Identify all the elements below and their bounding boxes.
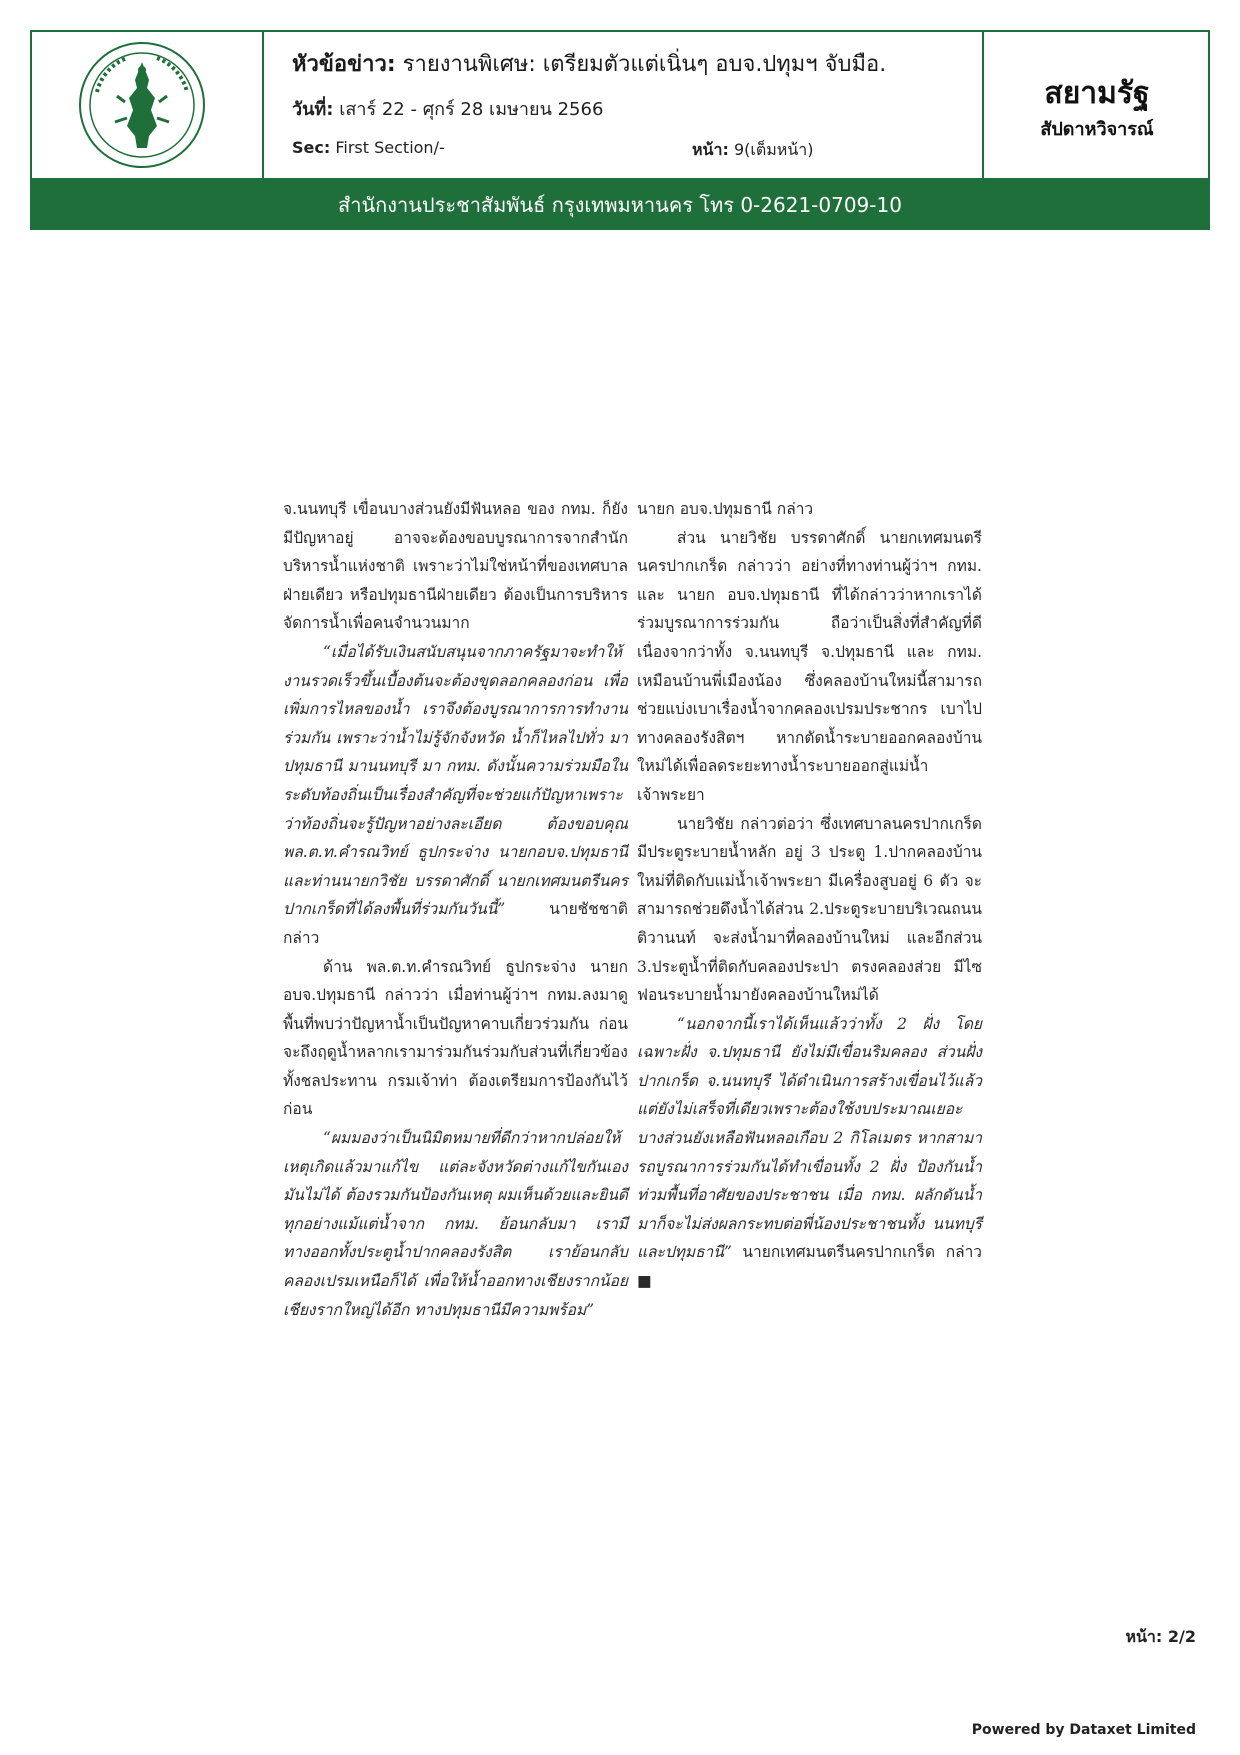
article-column-right (637, 495, 982, 1296)
section-line (292, 138, 445, 157)
section-label: Sec: (292, 138, 331, 157)
paragraph-attribution: นายกเทศมนตรีนครปากเกร็ด กล่าว ■ (637, 1243, 982, 1291)
footer-page-value: 2/2 (1167, 1627, 1196, 1646)
article-paragraph (637, 810, 982, 1010)
article-column-left (283, 495, 628, 1324)
powered-by: Powered by Dataxet Limited (971, 1722, 1196, 1738)
clipping-header (30, 30, 1210, 180)
contact-bar: สำนักงานประชาสัมพันธ์ กรุงเทพมหานคร โทร 0-2621-0709-10 (30, 180, 1210, 230)
clipping-info (264, 32, 982, 178)
publication-name: สยามรัฐ (1044, 76, 1150, 111)
article-paragraph (637, 495, 982, 524)
paragraph-text: จ.นนทบุรี เขื่อนบางส่วนยังมีฟันหลอ ของ กทม. ก็ยังมีปัญหาอยู่ อาจจะต้องขอบบูรณาการจากสำนักบริหารน้ำแห่งชาติ เพราะว่าไม่ใช่หน้าที่ของเทศบาลฝ่ายเดียว หรือปทุมธานีฝ่ายเดียว ต้องเป็นการบริหารจัดการน้ำเพื่อคนจำนวนมาก (283, 500, 628, 633)
article-paragraph (283, 495, 628, 638)
article-paragraph (637, 1010, 982, 1296)
footer-page-label: หน้า: (1125, 1627, 1163, 1646)
bangkok-seal-logo (77, 40, 207, 170)
paragraph-text: นายวิชัย กล่าวต่อว่า ซึ่งเทศบาลนครปากเกร็ดมีประตูระบายน้ำหลัก อยู่ 3 ประตู 1.ปากคลองบ้านใหม่ที่ติดกับแม่น้ำเจ้าพระยา มีเครื่องสูบอยู่ 6 ตัว จะสามารถช่วยดึงน้ำได้ส่วน 2.ประตูระบายบริเวณถนนติวานนท์ จะส่งน้ำมาที่คลองบ้านใหม่ และอีกส่วน 3.ประตูน้ำที่ติดกับคลองประปา ตรงคลองส่วย มีไซฟอนระบายน้ำมายังคลองบ้านใหม่ได้ (637, 814, 982, 1005)
headline-text: รายงานพิเศษ: เตรียมตัวแต่เนิ่นๆ อบจ.ปทุมฯ จับมือ. (402, 52, 887, 77)
paragraph-text: นายก อบจ.ปทุมธานี กล่าว (637, 500, 814, 518)
headline-label: หัวข้อข่าว: (292, 52, 396, 77)
page-label: หน้า: (692, 140, 729, 159)
paragraph-text: ส่วน นายวิชัย บรรดาศักดิ์ นายกเทศมนตรีนครปากเกร็ด กล่าวว่า อย่างที่ทางท่านผู้ว่าฯ กทม. และ นายก อบจ.ปทุมธานี ที่ได้กล่าวว่าหากเราได้ร่วมบูรณาการร่วมกัน ถือว่าเป็นสิ่งที่สำคัญที่ดี เนื่องจากว่าทั้ง จ.นนทบุรี จ.ปทุมธานี และ กทม. เหมือนบ้านพี่เมืองน้อง ซึ่งคลองบ้านใหม่นี้สามารถช่วยแบ่งเบาเรื่องน้ำจากคลองเปรมประชากร เบาไปทางคลองรังสิตฯ หากตัดน้ำระบายออกคลองบ้านใหม่ได้เพื่อลดระยะทางน้ำระบายออกสู่แม่น้ำเจ้าพระยา (637, 528, 982, 804)
headline (292, 46, 886, 81)
section-text: First Section/- (335, 138, 445, 157)
page-text: 9(เต็มหน้า) (733, 140, 814, 159)
article-paragraph (637, 524, 982, 810)
paragraph-text: “นอกจากนี้เราได้เห็นแล้วว่าทั้ง 2 ฝั่ง โดยเฉพาะฝั่ง จ.ปทุมธานี ยังไม่มีเขื่อนริมคลอง ส่วนฝั่งปากเกร็ด จ.นนทบุรี ได้ดำเนินการสร้างเขื่อนไว้แล้วแต่ยังไม่เสร็จที่เดียวเพราะต้องใช้งบประมาณเยอะ บางส่วนยังเหลือฟันหลอเกือบ 2 กิโลเมตร หากสามารถบูรณาการร่วมกันได้ทำเขื่อนทั้ง 2 ฝั่ง ป้องกันน้ำท่วมพื้นที่อาศัยของประชาชน เมื่อ กทม. ผลักดันน้ำมาก็จะไม่ส่งผลกระทบต่อพี่น้องประชาชนทั้ง นนทบุรี และปทุมธานี” (637, 1014, 982, 1262)
publication-cell (982, 32, 1210, 178)
paragraph-text: ด้าน พล.ต.ท.คำรณวิทย์ ธูปกระจ่าง นายก อบจ.ปทุมธานี กล่าวว่า เมื่อท่านผู้ว่าฯ กทม.ลงมาดูพื้นที่พบว่าปัญหาน้ำเป็นปัญหาคาบเกี่ยวร่วมกัน ก่อนจะถึงฤดูน้ำหลากเรามาร่วมกันร่วมกับส่วนที่เกี่ยวข้อง ทั้งชลประทาน กรมเจ้าท่า ต้องเตรียมการป้องกันไว้ก่อน (283, 957, 628, 1119)
publication-subname: สัปดาหวิจารณ์ (1040, 119, 1154, 140)
article-paragraph (283, 953, 628, 1125)
paragraph-text: “เมื่อได้รับเงินสนับสนุนจากภาครัฐมาจะทำให้งานรวดเร็วขึ้นเบื้องต้นจะต้องขุดลอกคลองก่อน เพื่อเพิ่มการไหลของน้ำ เราจึงต้องบูรณาการการทำงานร่วมกัน เพราะว่าน้ำไม่รู้จักจังหวัด น้ำก็ไหลไปทั่ว มาปทุมธานี มานนทบุรี มา กทม. ดังนั้นความร่วมมือในระดับท้องถิ่นเป็นเรื่องสำคัญที่จะช่วยแก้ปัญหาเพราะว่าท้องถิ่นจะรู้ปัญหาอย่างละเอียด ต้องขอบคุณ พล.ต.ท.คำรณวิทย์ ธูปกระจ่าง นายกอบจ.ปทุมธานีและท่านนายกวิชัย บรรดาศักดิ์ นายกเทศมนตรีนครปากเกร็ดที่ได้ลงพื้นที่ร่วมกันวันนี้” (283, 642, 628, 919)
logo-cell (32, 32, 264, 178)
paragraph-text: “ผมมองว่าเป็นนิมิตหมายที่ดีกว่าหากปล่อยให้เหตุเกิดแล้วมาแก้ไข แต่ละจังหวัดต่างแก้ไขกันเองมันไม่ได้ ต้องรวมกันป้องกันเหตุ ผมเห็นด้วยและยินดีทุกอย่างแม้แต่น้ำจาก กทม. ย้อนกลับมา เรามีทางออกทั้งประตูน้ำปากคลองรังสิต เราย้อนกลับคลองเปรมเหนือก็ได้ เพื่อให้น้ำออกทางเชียงรากน้อยเชียงรากใหญ่ได้อีก ทางปทุมธานีมีความพร้อม” (283, 1129, 628, 1319)
article-paragraph (283, 638, 628, 953)
date-label: วันที่: (292, 99, 334, 120)
paragraph-attribution: นายชัชชาติ กล่าว (283, 900, 628, 947)
page-line (692, 138, 814, 163)
date-line (292, 94, 603, 123)
footer-page-number (1125, 1625, 1196, 1650)
date-text: เสาร์ 22 - ศุกร์ 28 เมษายน 2566 (339, 99, 604, 120)
article-paragraph (283, 1124, 628, 1324)
